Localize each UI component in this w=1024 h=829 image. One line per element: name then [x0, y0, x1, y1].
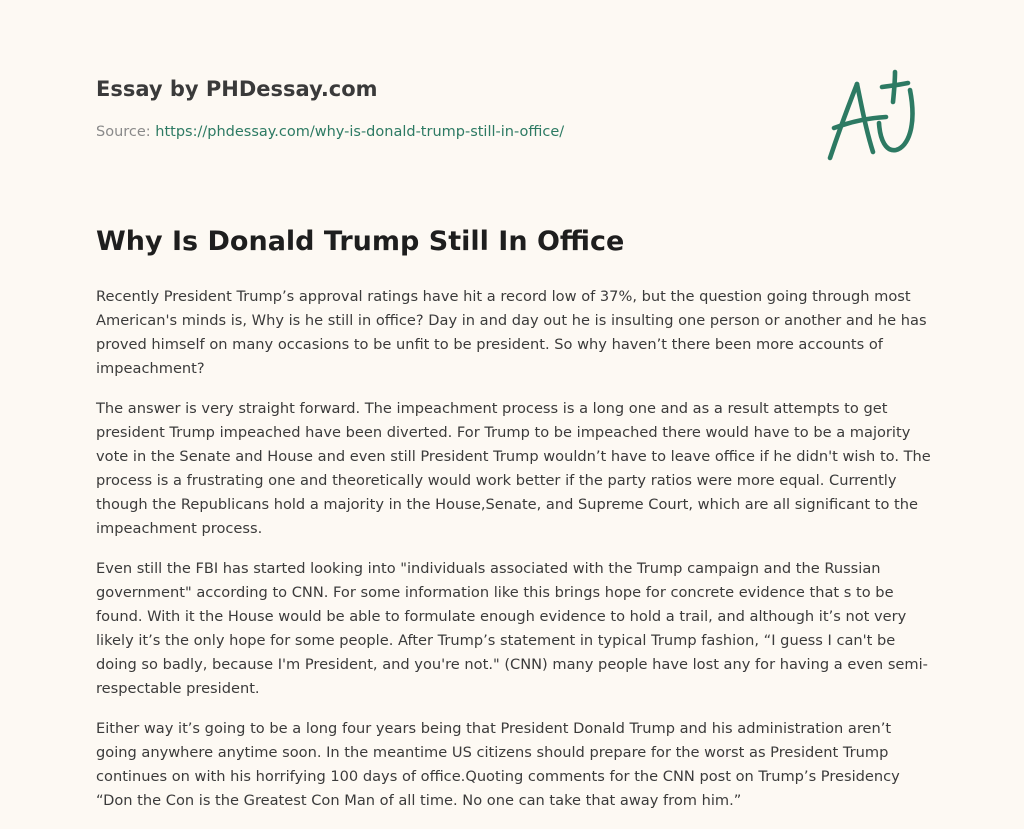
site-title: Essay by PHDessay.com	[96, 77, 378, 101]
essay-paragraph: Recently President Trump’s approval ratings have hit a record low of 37%, but the question going through most American's minds is, Why is he still in office? Day in and day out he is insulting one person or another and he has proved himself on many occasions to be unfit to be president. So why haven’t there been more accounts of impeachment?	[96, 288, 927, 377]
source-link[interactable]: https://phdessay.com/why-is-donald-trump-still-in-office/	[155, 124, 565, 140]
essay-body	[96, 285, 932, 829]
essay-title: Why Is Donald Trump Still In Office	[96, 226, 625, 257]
essay-paragraph: The answer is very straight forward. The impeachment process is a long one and as a result attempts to get president Trump impeached have been diverted. For Trump to be impeached there would have to be a majority vote in the Senate and House and even still President Trump wouldn’t have to leave office if he didn't wish to. The process is a frustrating one and theoretically would work better if the party ratios were more equal. Currently though the Republicans hold a majority in the House,Senate, and Supreme Court, which are all significant to the impeachment process.	[96, 400, 931, 537]
a-plus-logo-icon	[824, 68, 928, 166]
source-label: Source:	[96, 124, 151, 140]
essay-paragraph: Either way it’s going to be a long four years being that President Donald Trump and his administration aren’t going anywhere anytime soon. In the meantime US citizens should prepare for the worst as President Trump continues on with his horrifying 100 days of office.Quoting comments for the CNN post on Trump’s Presidency “Don the Con is the Greatest Con Man of all time. No one can take that away from him.”	[96, 720, 900, 809]
source-line	[96, 124, 564, 140]
essay-paragraph: Even still the FBI has started looking into "individuals associated with the Trump campaign and the Russian government" according to CNN. For some information like this brings hope for concrete evidence that s to be found. With it the House would be able to formulate enough evidence to hold a trail, and although it’s not very likely it’s the only hope for some people. After Trump’s statement in typical Trump fashion, “I guess I can't be doing so badly, because I'm President, and you're not." (CNN) many people have lost any for having a even semi-respectable president.	[96, 560, 928, 697]
